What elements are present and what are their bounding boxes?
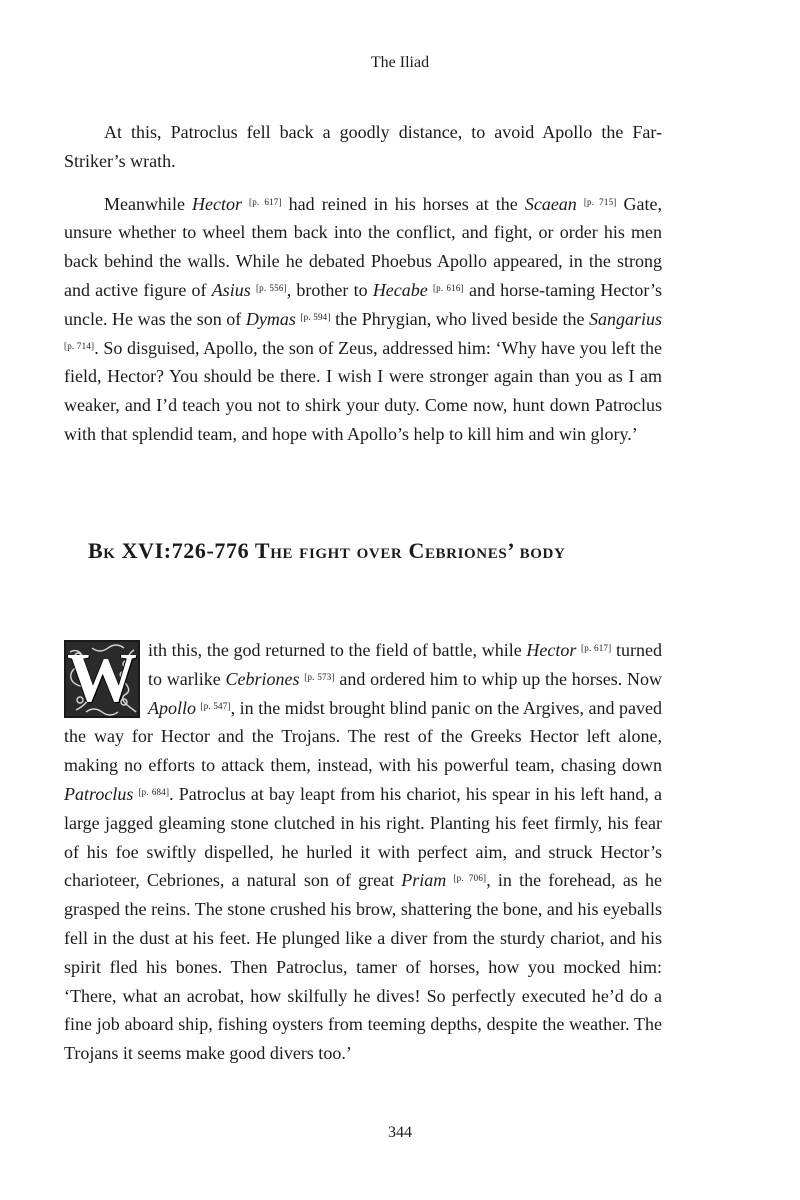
- name-link-cebriones[interactable]: Cebriones: [225, 668, 300, 689]
- page-ref-apollo[interactable]: [p. 547]: [200, 700, 231, 711]
- page-ref-scaean[interactable]: [p. 715]: [583, 196, 617, 207]
- name-link-hector[interactable]: Hector: [526, 640, 577, 660]
- paragraph-retreat: At this, Patroclus fell back a goodly distance, to avoid Apollo the Far-Striker’s wrath.: [64, 122, 662, 171]
- page-number: 344: [388, 1124, 412, 1141]
- section-text: [64, 636, 662, 1068]
- name-link-priam[interactable]: Priam: [401, 870, 447, 891]
- name-link-apollo[interactable]: Apollo: [148, 697, 196, 718]
- page-ref-sangarius[interactable]: [p. 714]: [64, 340, 95, 351]
- page-ref-priam[interactable]: [p. 706]: [453, 873, 487, 884]
- page-ref-hector[interactable]: [p. 617]: [581, 643, 612, 653]
- section-heading: Bk XVI:726-776 The fight over Cebriones’ body: [88, 538, 566, 563]
- name-link-scaean[interactable]: Scaean: [524, 193, 577, 214]
- page-ref-cebriones[interactable]: [p. 573]: [304, 671, 335, 682]
- paragraph-cebriones: W ith this, the god returned to the field of battle, while Hector [p. 617] turned to warlike Cebriones [p. 573] and ordered him to whip up the horses. Now Apollo [p. 547], in the midst brought blind panic on the Argives, and paved the way for Hector and the Trojans. The rest of the Greeks Hector left alone, making no efforts to attack them, instead, with his powerful team, chasing down Patroclus [p. 684]. Patroclus at bay leapt from his chariot, his spear in his left hand, a large jagged gleaming stone clutched in his right. Planting his feet firmly, his fear of his foe swiftly dispelled, he hurled it with perfect aim, and struck Hector’s charioteer, Cebriones, a natural son of great Priam [p. 706], in the forehead, as he grasped the reins. The stone crushed his brow, shattering the bone, and his eyeballs fell in the dust at his feet. He plunged like a diver from the sturdy chariot, and his spirit fled his bones. Then Patroclus, tamer of horses, how you mocked him: ‘There, what an acrobat, how skilfully he dives! So perfectly executed he’d do a fine job aboard ship, fishing oysters from teeming depths, despite the weather. The Trojans it seems make good divers too.’: [64, 640, 662, 1064]
- drop-cap-letter: W: [67, 640, 137, 717]
- name-link-patroclus[interactable]: Patroclus: [64, 783, 134, 804]
- name-link-sangarius[interactable]: Sangarius: [589, 308, 663, 329]
- page-ref-hector[interactable]: [p. 617]: [249, 196, 282, 207]
- page-ref-patroclus[interactable]: [p. 684]: [138, 786, 170, 797]
- drop-cap-ornament: [64, 640, 140, 718]
- page-ref-hecabe[interactable]: [p. 616]: [432, 282, 464, 293]
- name-link-asius[interactable]: Asius: [211, 279, 251, 300]
- page-ref-dymas[interactable]: [p. 594]: [300, 311, 331, 322]
- intro-text: [64, 118, 662, 449]
- name-link-hector[interactable]: Hector: [192, 193, 242, 214]
- name-link-hecabe[interactable]: Hecabe: [372, 279, 428, 300]
- paragraph-apollo-disguise: Meanwhile Hector [p. 617] had reined in his horses at the Scaean [p. 715] Gate, unsure whether to wheel them back into the conflict, and fight, or order his men back behind the walls. While he debated Phoebus Apollo appeared, in the strong and active figure of Asius [p. 556], brother to Hecabe [p. 616] and horse-taming Hector’s uncle. He was the son of Dymas [p. 594] the Phrygian, who lived beside the Sangarius [p. 714]. So disguised, Apollo, the son of Zeus, addressed him: ‘Why have you left the field, Hector? You should be there. I wish I were stronger again than you as I am weaker, and I’d teach you not to shirk your duty. Come now, hunt down Patroclus with that splendid team, and hope with Apollo’s help to kill him and win glory.’: [64, 193, 663, 444]
- page-ref-asius[interactable]: [p. 556]: [255, 282, 287, 293]
- running-title: The Iliad: [370, 54, 430, 71]
- name-link-dymas[interactable]: Dymas: [245, 308, 296, 329]
